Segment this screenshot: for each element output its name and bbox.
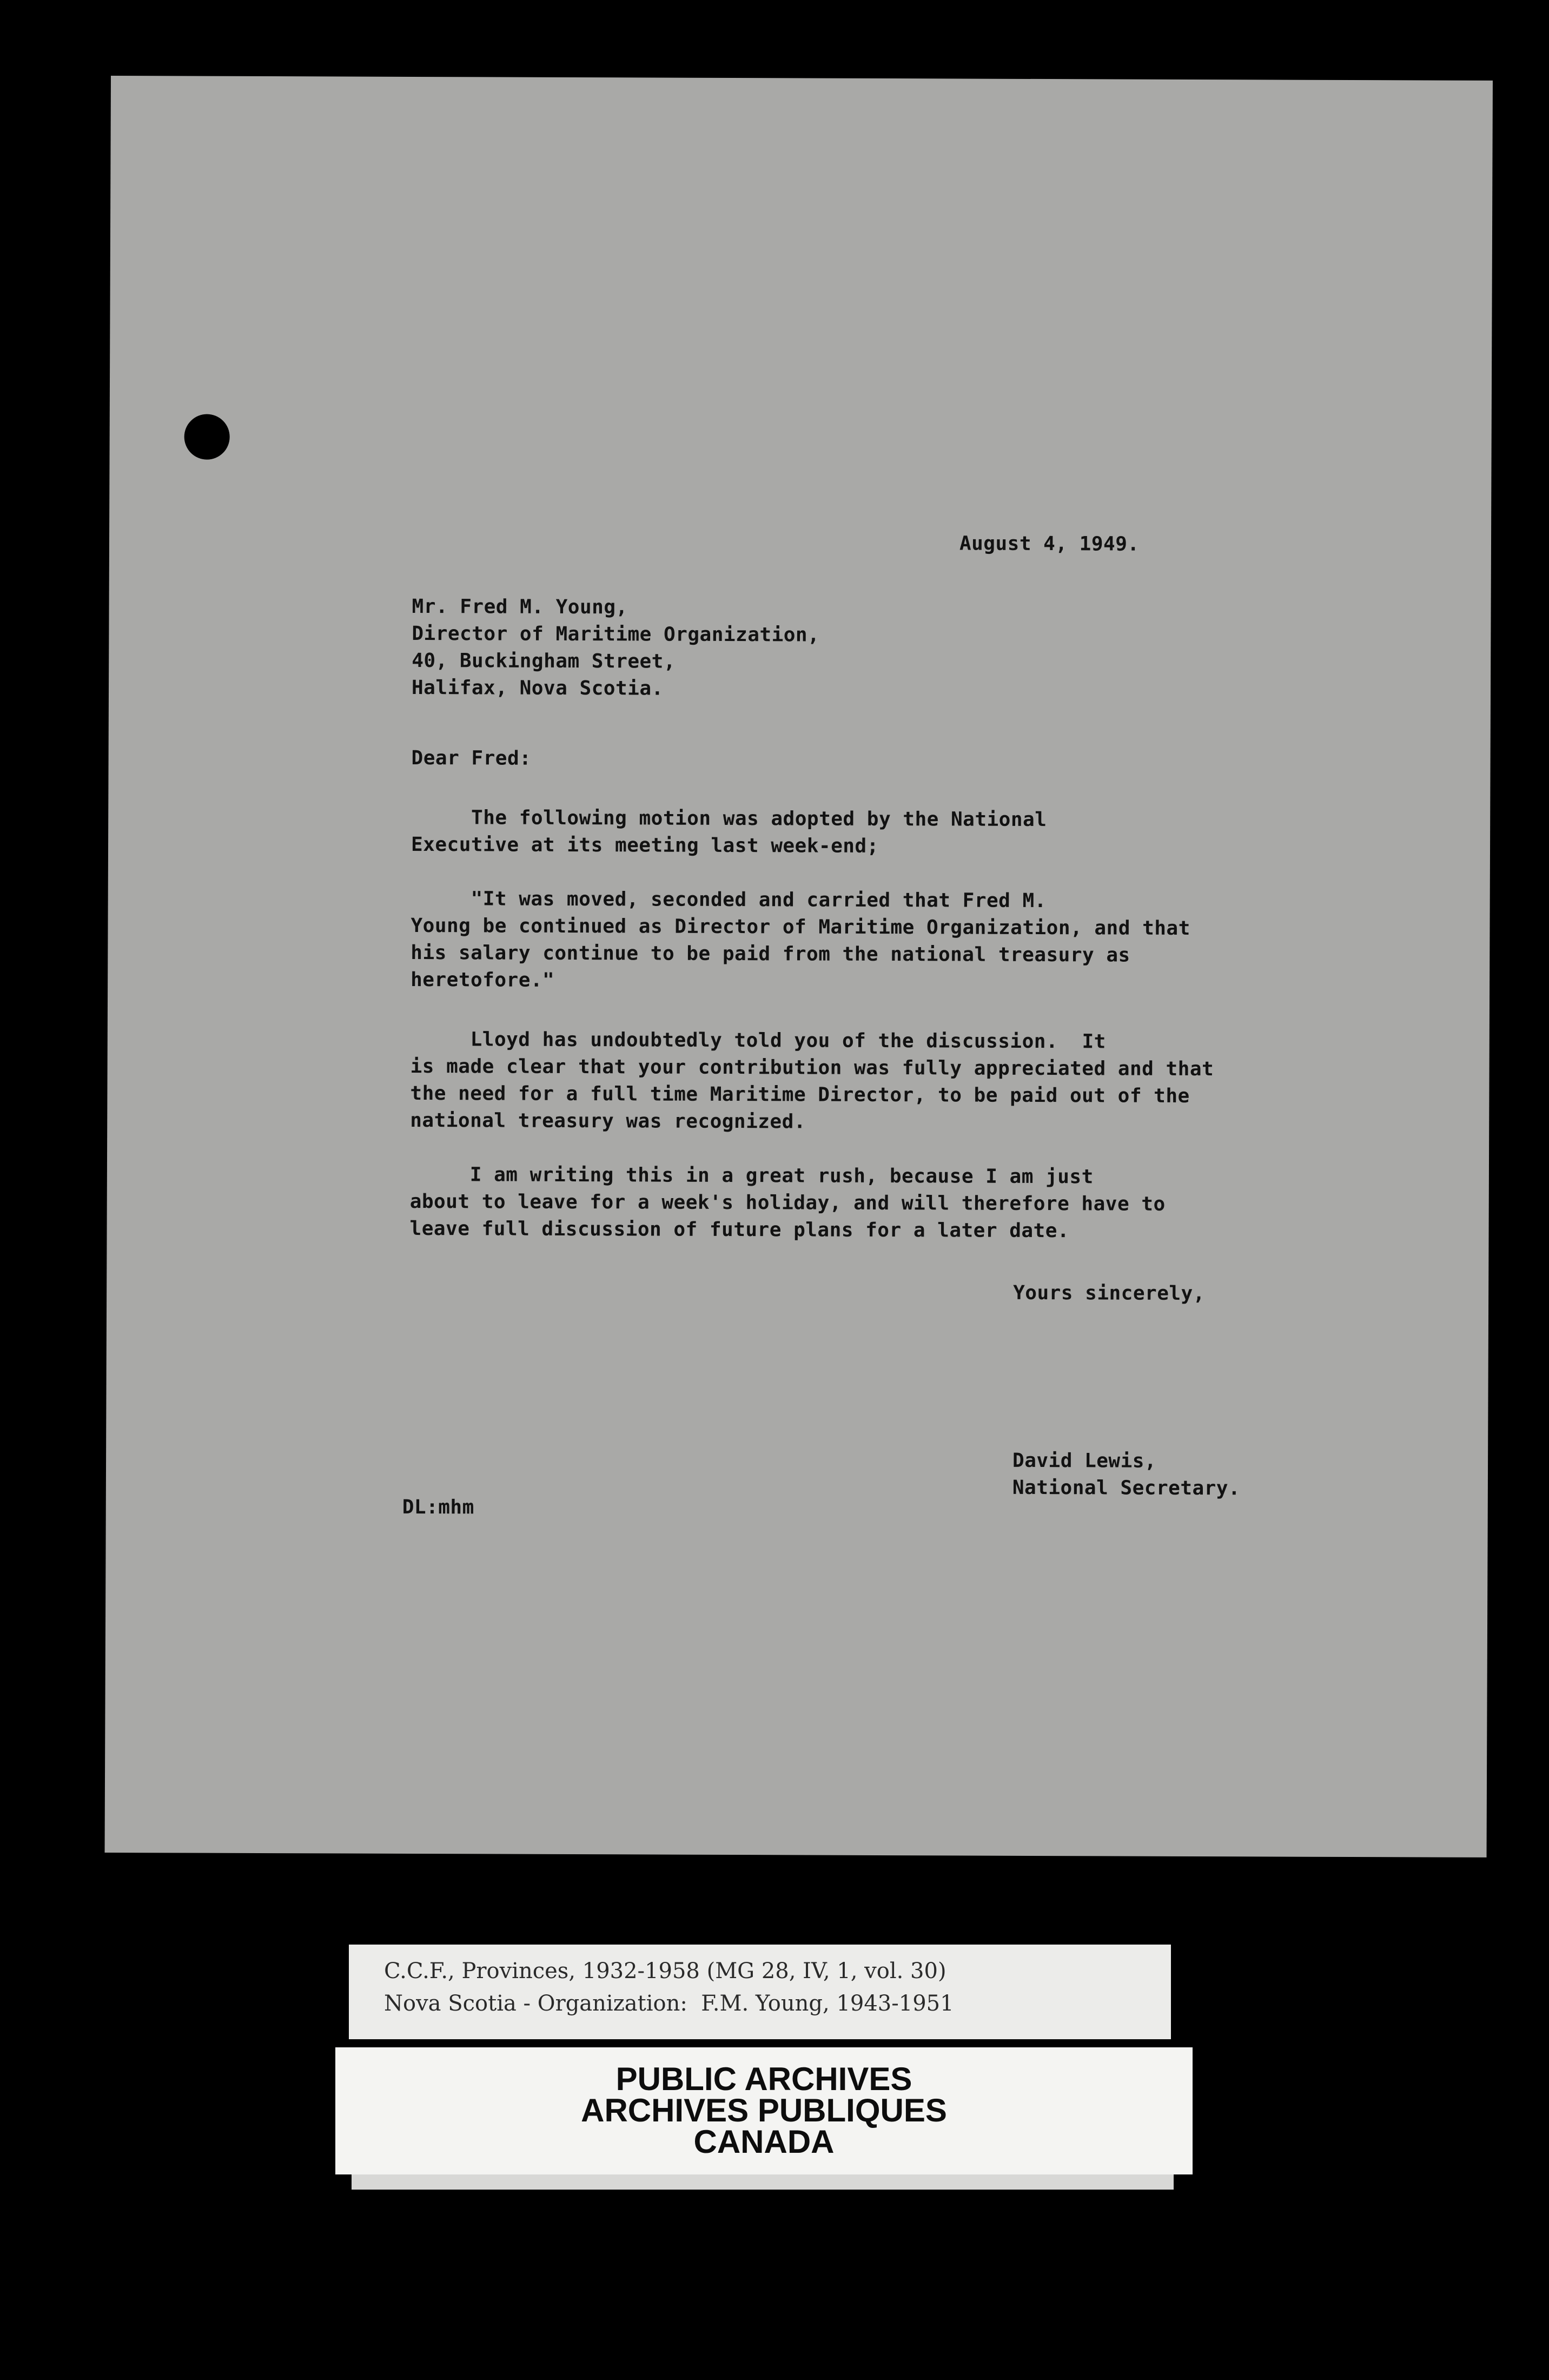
- stamp-line-3: CANADA: [693, 2124, 835, 2160]
- catalog-line-2: Nova Scotia - Organization: F.M. Young, 1943-1951: [384, 1991, 954, 2016]
- stamp-line-2: ARCHIVES PUBLIQUES: [581, 2092, 947, 2128]
- salutation: Dear Fred:: [411, 746, 532, 770]
- text-line: about to leave for a week's holiday, and will therefore have to: [409, 1190, 1166, 1215]
- archives-stamp: [335, 2047, 1193, 2174]
- text-line: Lloyd has undoubtedly told you of the discussion. It: [410, 1028, 1106, 1053]
- text-line: The following motion was adopted by the National: [411, 806, 1047, 831]
- text-line: Executive at its meeting last week-end;: [411, 833, 879, 857]
- motion-quote: [411, 885, 1190, 996]
- text-line: his salary continue to be paid from the national treasury as: [411, 941, 1130, 967]
- paragraph-rush: [409, 1161, 1165, 1245]
- text-line: national treasury was recognized.: [410, 1109, 806, 1133]
- signature-title: National Secretary.: [1012, 1476, 1241, 1500]
- stamp-line-1: PUBLIC ARCHIVES: [615, 2061, 912, 2097]
- address-line: Director of Maritime Organization,: [412, 622, 820, 646]
- signature-block: [1012, 1447, 1241, 1502]
- paragraph-discussion: [410, 1026, 1214, 1137]
- text-line: leave full discussion of future plans for a later date.: [409, 1217, 1070, 1242]
- letter-page: [105, 76, 1493, 1857]
- letter-date: August 4, 1949.: [959, 532, 1140, 556]
- text-line: heretofore.": [411, 968, 555, 991]
- reference-initials: DL:mhm: [402, 1496, 474, 1519]
- catalog-line-1: C.C.F., Provinces, 1932-1958 (MG 28, IV, 1, vol. 30): [384, 1959, 946, 1984]
- catalog-label: [349, 1945, 1171, 2039]
- text-line: the need for a full time Maritime Director, to be paid out of the: [410, 1082, 1190, 1107]
- punch-hole: [184, 414, 230, 459]
- text-line: "It was moved, seconded and carried that Fred M.: [411, 887, 1047, 913]
- text-line: is made clear that your contribution was fully appreciated and that: [410, 1055, 1214, 1081]
- paragraph-motion-intro: [411, 804, 1047, 861]
- address-line: Mr. Fred M. Young,: [412, 595, 628, 619]
- address-line: Halifax, Nova Scotia.: [411, 676, 664, 700]
- text-line: I am writing this in a great rush, because I am just: [409, 1163, 1094, 1188]
- signature-name: David Lewis,: [1012, 1449, 1157, 1472]
- text-line: Young be continued as Director of Maritime Organization, and that: [411, 914, 1190, 940]
- address-line: 40, Buckingham Street,: [412, 649, 676, 673]
- closing: Yours sincerely,: [1013, 1281, 1206, 1305]
- stamp-edge: [352, 2174, 1174, 2190]
- recipient-address: [412, 593, 820, 703]
